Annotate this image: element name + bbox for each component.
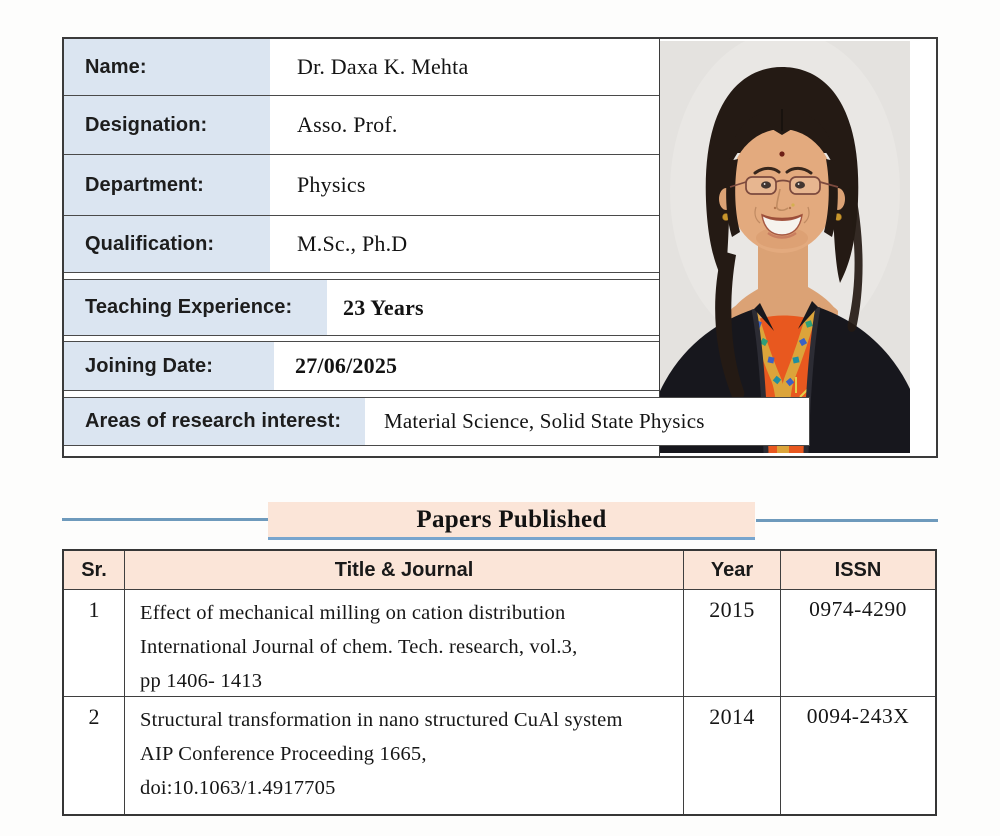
column-header-issn: ISSN xyxy=(781,551,935,590)
paper-row-2-sr: 2 xyxy=(64,697,125,814)
field-value-teaching-experience: 23 Years xyxy=(343,294,424,320)
field-label-teaching-experience: Teaching Experience: xyxy=(64,280,327,335)
field-row-qualification xyxy=(64,216,659,273)
field-row-research-interest xyxy=(64,397,810,446)
field-label-designation: Designation: xyxy=(64,96,270,154)
paper-row-1-title-line-3: pp 1406- 1413 xyxy=(140,670,263,692)
paper-row-2-title-line-3: doi:10.1063/1.4917705 xyxy=(140,777,336,799)
section-divider-right-line xyxy=(756,519,938,522)
field-value-department: Physics xyxy=(297,172,366,197)
paper-row-1-year: 2015 xyxy=(684,590,781,697)
field-row-joining-date xyxy=(64,341,659,391)
profile-photo-frame xyxy=(659,39,936,456)
portrait-photo xyxy=(660,41,910,453)
paper-row-1-title-journal xyxy=(125,590,684,697)
profile-info-card xyxy=(62,37,938,458)
field-value-research-interest: Material Science, Solid State Physics xyxy=(384,409,705,433)
column-header-year: Year xyxy=(684,551,781,590)
field-row-teaching-experience xyxy=(64,279,659,336)
paper-row-2-issn: 0094-243X xyxy=(806,704,910,728)
field-label-joining-date: Joining Date: xyxy=(64,342,274,390)
field-label-qualification: Qualification: xyxy=(64,216,270,272)
field-value-joining-date: 27/06/2025 xyxy=(295,353,398,378)
field-row-name xyxy=(64,39,659,96)
column-header-sr: Sr. xyxy=(64,551,125,590)
field-value-name: Dr. Daxa K. Mehta xyxy=(297,54,469,79)
field-row-designation xyxy=(64,96,659,155)
field-label-department: Department: xyxy=(64,155,270,215)
paper-row-2-year: 2014 xyxy=(684,697,781,814)
paper-row-1-title-line-1: Effect of mechanical milling on cation distribution xyxy=(140,602,566,624)
paper-row-1-sr: 1 xyxy=(64,590,125,697)
paper-row-1-issn: 0974-4290 xyxy=(781,590,935,697)
papers-title-banner xyxy=(268,502,755,537)
field-row-department xyxy=(64,155,659,216)
papers-section-title: Papers Published xyxy=(416,505,607,533)
column-header-title-journal: Title & Journal xyxy=(125,551,684,590)
field-value-qualification: M.Sc., Ph.D xyxy=(297,231,408,256)
papers-table xyxy=(62,549,937,816)
paper-row-2-title-line-2: AIP Conference Proceeding 1665, xyxy=(140,743,427,765)
banner-underline xyxy=(268,537,755,540)
field-label-name: Name: xyxy=(64,39,270,95)
profile-fields-block xyxy=(64,39,659,273)
paper-row-2-title-line-1: Structural transformation in nano structured CuAl system xyxy=(140,709,623,731)
section-divider-left-line xyxy=(62,518,268,521)
field-value-designation: Asso. Prof. xyxy=(297,112,398,137)
paper-row-2-title-journal xyxy=(125,697,684,814)
field-label-research-interest: Areas of research interest: xyxy=(64,398,365,445)
paper-row-1-title-line-2: International Journal of chem. Tech. research, vol.3, xyxy=(140,636,578,658)
